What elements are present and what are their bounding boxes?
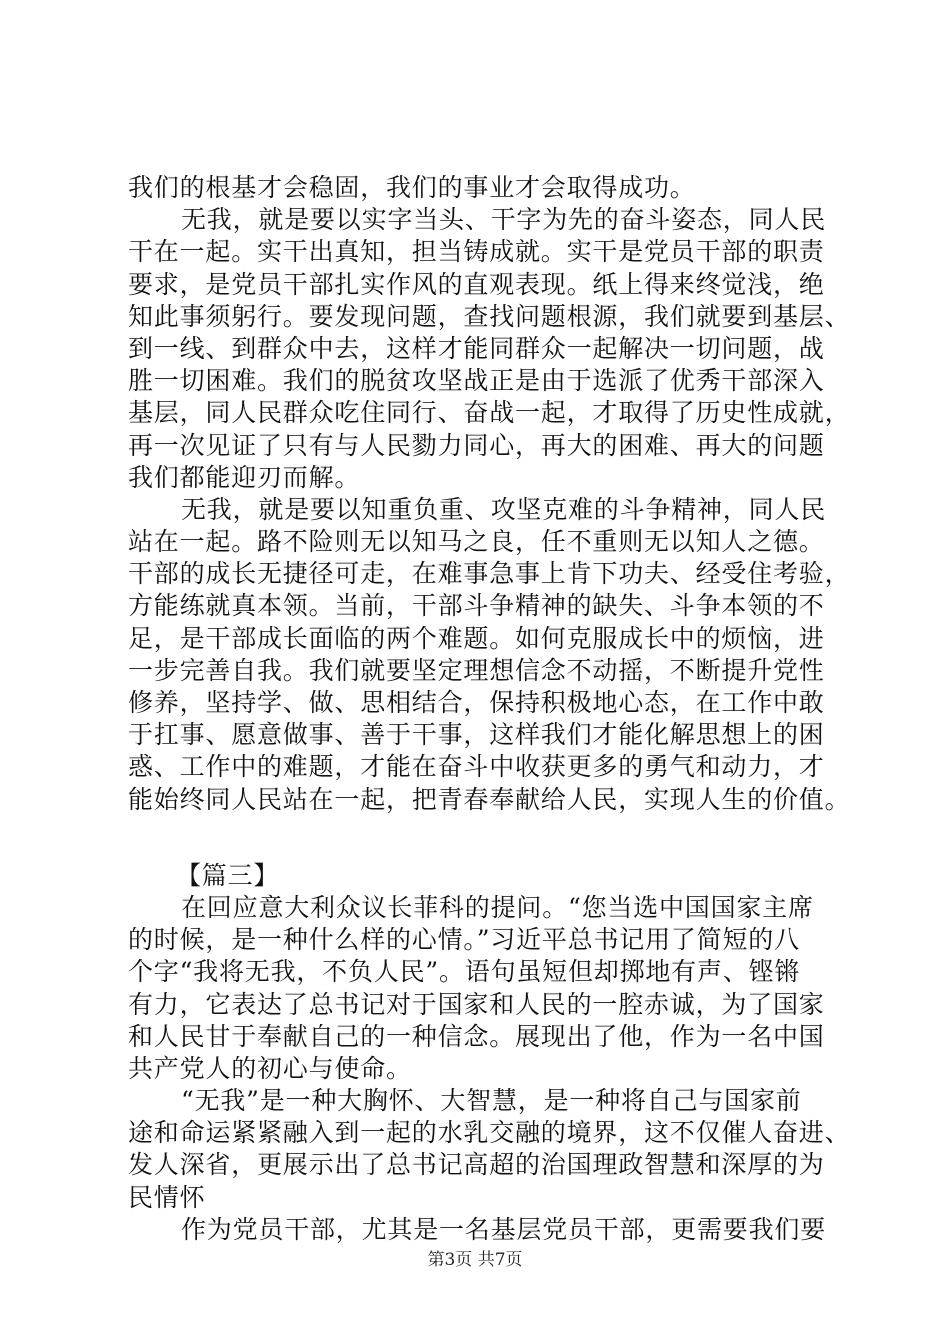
text-line: 修养，坚持学、做、思相结合，保持积极地心态，在工作中敢: [128, 688, 825, 717]
text-line: 一步完善自我。我们就要坚定理想信念不动摇，不断提升党性: [128, 655, 825, 685]
text-line: 足，是干部成长面临的两个难题。如何克服成长中的烦恼，进: [128, 623, 825, 653]
text-line: 共产党人的初心与使命。: [128, 1053, 412, 1083]
text-line: 在回应意大利众议长菲科的提问。“您当选中国国家主席: [181, 892, 814, 922]
text-line: 于扛事、愿意做事、善于干事，这样我们才能化解思想上的困: [128, 720, 825, 750]
text-line: 惑、工作中的难题，才能在奋斗中收获更多的勇气和动力，才: [128, 752, 825, 782]
text-line: 有力，它表达了总书记对于国家和人民的一腔赤诚，为了国家: [128, 989, 825, 1019]
text-line: 我们的根基才会稳固，我们的事业才会取得成功。: [128, 173, 696, 202]
paragraph: [128, 494, 851, 816]
text-line: 无我，就是要以实字当头、干字为先的奋斗姿态，同人民: [181, 205, 827, 235]
text-line: 途和命运紧紧融入到一起的水乳交融的境界，这不仅催人奋进、: [128, 1118, 851, 1148]
paragraph: [128, 892, 825, 1085]
text-line: 再一次见证了只有与人民勠力同心，再大的困难、再大的问题: [128, 430, 825, 460]
text-line: 能始终同人民站在一起，把青春奉献给人民，实现人生的价值。: [128, 784, 851, 814]
text-block-after-heading: [128, 892, 851, 1246]
text-line: 干部的成长无捷径可走，在难事急事上肯下功夫、经受住考验，: [128, 559, 851, 589]
paragraph: [128, 1214, 827, 1246]
spacer: [128, 816, 822, 860]
text-line: 民情怀: [128, 1182, 206, 1212]
text-line: 基层，同人民群众吃住同行、奋战一起，才取得了历史性成就，: [128, 398, 851, 428]
text-line: 我们都能迎刃而解。: [128, 462, 361, 492]
text-line: 知此事须躬行。要发现问题，查找问题根源，我们就要到基层、: [128, 301, 851, 331]
text-line: 作为党员干部，尤其是一名基层党员干部，更需要我们要: [181, 1214, 827, 1244]
paragraph: [128, 172, 822, 204]
text-line: 无我，就是要以知重负重、攻坚克难的斗争精神，同人民: [181, 494, 827, 524]
text-line: “无我”是一种大胸怀、大智慧，是一种将自己与国家前: [181, 1086, 802, 1116]
text-line: 干在一起。实干出真知，担当铸成就。实干是党员干部的职责: [128, 237, 825, 267]
text-block-before-heading: [128, 172, 851, 816]
text-line: 方能练就真本领。当前，干部斗争精神的缺失、斗争本领的不: [128, 591, 825, 621]
text-line: 发人深省，更展示出了总书记高超的治国理政智慧和深厚的为: [128, 1150, 825, 1180]
text-line: 和人民甘于奉献自己的一种信念。展现出了他，作为一名中国: [128, 1021, 825, 1051]
paragraph: [128, 1085, 851, 1214]
text-line: 胜一切困难。我们的脱贫攻坚战正是由于选派了优秀干部深入: [128, 366, 825, 396]
text-line: 的时候，是一种什么样的心情。”习近平总书记用了简短的八: [128, 925, 800, 955]
document-body: [128, 172, 851, 1246]
section-heading: 【篇三】: [176, 860, 280, 890]
page-footer: 第3页 共7页: [427, 1250, 523, 1270]
text-line: 站在一起。路不险则无以知马之良，任不重则无以知人之德。: [128, 527, 825, 557]
text-line: 个字“我将无我，不负人民”。语句虽短但却掷地有声、铿锵: [128, 957, 801, 987]
text-line: 要求，是党员干部扎实作风的直观表现。纸上得来终觉浅，绝: [128, 269, 825, 299]
paragraph: [128, 204, 851, 494]
text-line: 到一线、到群众中去，这样才能同群众一起解决一切问题，战: [128, 333, 825, 363]
